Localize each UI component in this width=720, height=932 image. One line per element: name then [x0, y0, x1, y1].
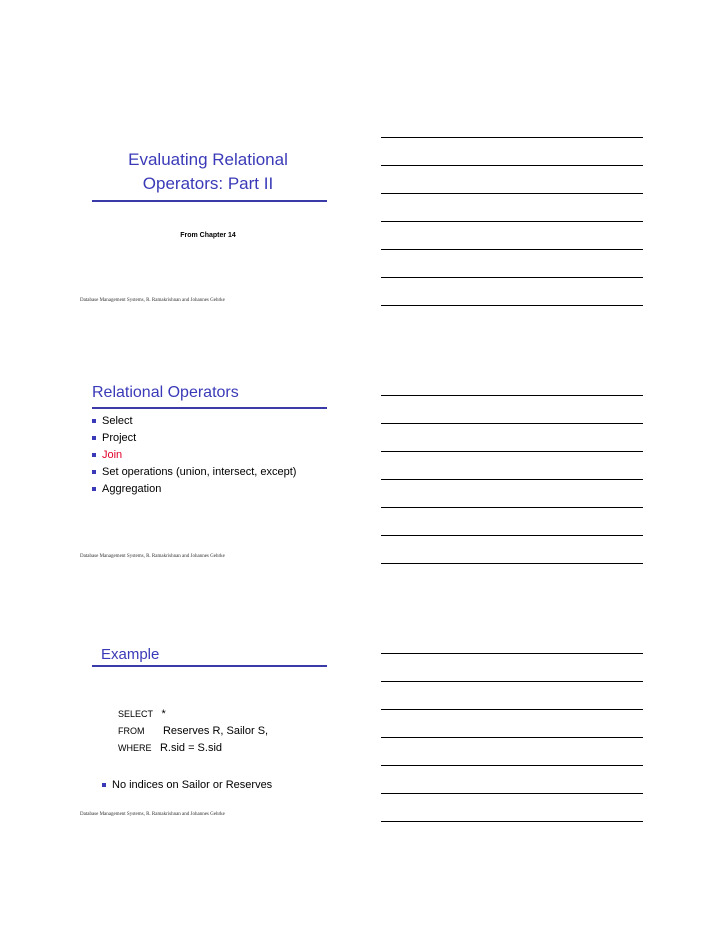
slide-title: Example [101, 646, 160, 663]
slide-2 [80, 380, 336, 565]
title-rule [92, 200, 327, 202]
note-line [381, 765, 643, 766]
bullet-icon [92, 419, 96, 423]
note-line [381, 221, 643, 222]
bullet-item: Aggregation [92, 481, 296, 498]
note-line [381, 193, 643, 194]
sql-where-row [118, 738, 222, 756]
sql-keyword: SELECT [118, 709, 154, 719]
sql-select-row [118, 704, 166, 722]
slide-footer: Database Management Systems, R. Ramakrishnan and Johannes Gehrke [80, 298, 225, 303]
note-line [381, 563, 643, 564]
note-line [381, 507, 643, 508]
title-rule [92, 407, 327, 409]
sql-value: Reserves R, Sailor S, [162, 725, 269, 737]
bullet-item: Select [92, 413, 296, 430]
note-line [381, 821, 643, 822]
title-line-2: Operators: Part II [142, 174, 274, 193]
note-line [381, 249, 643, 250]
title-line-1: Evaluating Relational [128, 150, 288, 169]
note-line [381, 165, 643, 166]
note-line [381, 535, 643, 536]
note-line [381, 305, 643, 306]
bullet-list [102, 777, 272, 794]
slide-title: Relational Operators [92, 384, 239, 401]
note-line [381, 681, 643, 682]
bullet-item: Set operations (union, intersect, except) [92, 464, 296, 481]
bullet-list [92, 413, 296, 498]
slide-1 [80, 140, 336, 320]
bullet-icon [92, 470, 96, 474]
note-line [381, 653, 643, 654]
title-rule [92, 665, 327, 667]
sql-keyword: FROM [118, 726, 145, 736]
bullet-item: Join [92, 447, 296, 464]
bullet-icon [92, 436, 96, 440]
note-line [381, 395, 643, 396]
note-line [381, 137, 643, 138]
slide-footer: Database Management Systems, R. Ramakrishnan and Johannes Gehrke [80, 812, 225, 817]
note-line [381, 479, 643, 480]
bullet-item: No indices on Sailor or Reserves [102, 777, 272, 794]
note-line [381, 451, 643, 452]
slide-footer: Database Management Systems, R. Ramakrishnan and Johannes Gehrke [80, 554, 225, 559]
sql-keyword: WHERE [118, 743, 152, 753]
slide-3 [80, 640, 336, 825]
note-line [381, 423, 643, 424]
note-line [381, 709, 643, 710]
sql-value: * [161, 708, 166, 720]
bullet-item: Project [92, 430, 296, 447]
note-line [381, 793, 643, 794]
note-line [381, 737, 643, 738]
slide-title [80, 148, 336, 196]
sql-value: R.sid = S.sid [159, 742, 223, 754]
bullet-icon [92, 453, 96, 457]
sql-from-row [118, 721, 268, 739]
bullet-icon [92, 487, 96, 491]
slide-subtitle: From Chapter 14 [180, 232, 236, 239]
note-line [381, 277, 643, 278]
bullet-icon [102, 783, 106, 787]
